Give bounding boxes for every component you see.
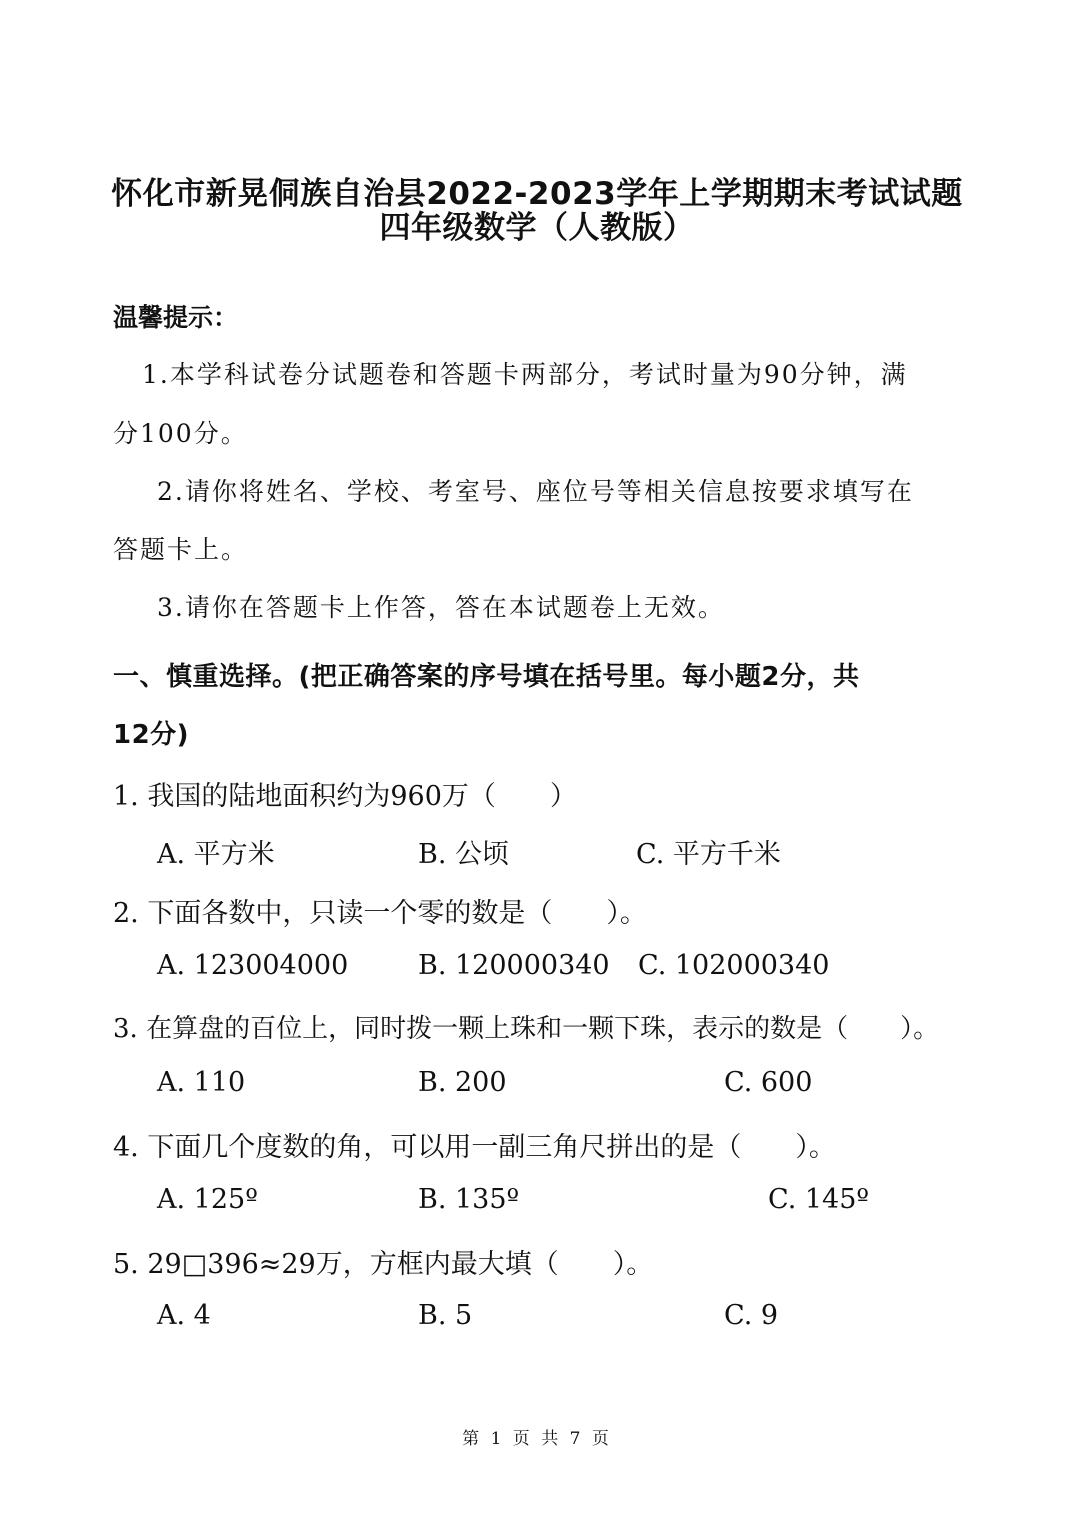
option-a: A. 125º <box>157 1184 258 1215</box>
question-stem: 5. 29□396≈29万，方框内最大填（ ）。 <box>113 1249 654 1280</box>
exam-subtitle: 四年级数学（人教版） <box>379 210 695 246</box>
option-c: C. 9 <box>724 1300 779 1331</box>
section-heading-cont: 12分) <box>113 720 190 750</box>
question-stem: 1. 我国的陆地面积约为960万（ ） <box>113 781 577 812</box>
option-b: B. 135º <box>418 1184 520 1215</box>
exam-title: 怀化市新晃侗族自治县2022-2023学年上学期期末考试试题 <box>111 176 963 212</box>
question-stem: 2. 下面各数中，只读一个零的数是（ ）。 <box>113 898 647 929</box>
page-number: 第 1 页 共 7 页 <box>462 1429 612 1449</box>
section-heading: 一、慎重选择。(把正确答案的序号填在括号里。每小题2分，共 <box>113 662 860 692</box>
tip-line-1: 1.本学科试卷分试题卷和答题卡两部分，考试时量为90分钟，满 <box>142 360 908 389</box>
option-c: C. 600 <box>724 1067 813 1098</box>
option-a: A. 4 <box>157 1300 211 1331</box>
tip-line-4: 答题卡上。 <box>113 535 249 564</box>
question-stem: 3. 在算盘的百位上，同时拨一颗上珠和一颗下珠，表示的数是（ ）。 <box>113 1014 940 1044</box>
option-c: C. 145º <box>768 1184 870 1215</box>
tips-heading: 温馨提示： <box>113 303 239 332</box>
tip-line-3: 2.请你将姓名、学校、考室号、座位号等相关信息按要求填写在 <box>157 477 914 506</box>
tip-line-5: 3.请你在答题卡上作答，答在本试题卷上无效。 <box>157 593 725 622</box>
option-b: B. 公顷 <box>418 839 510 870</box>
option-b: B. 5 <box>418 1300 473 1331</box>
option-b: B. 200 <box>418 1067 507 1098</box>
question-stem: 4. 下面几个度数的角，可以用一副三角尺拼出的是（ ）。 <box>113 1132 836 1163</box>
option-b: B. 120000340 <box>418 950 610 981</box>
tip-line-2: 分100分。 <box>113 419 248 448</box>
option-c: C. 平方千米 <box>636 839 781 870</box>
option-c: C. 102000340 <box>638 950 830 981</box>
option-a: A. 平方米 <box>157 839 275 870</box>
option-a: A. 123004000 <box>157 950 349 981</box>
option-a: A. 110 <box>157 1067 246 1098</box>
